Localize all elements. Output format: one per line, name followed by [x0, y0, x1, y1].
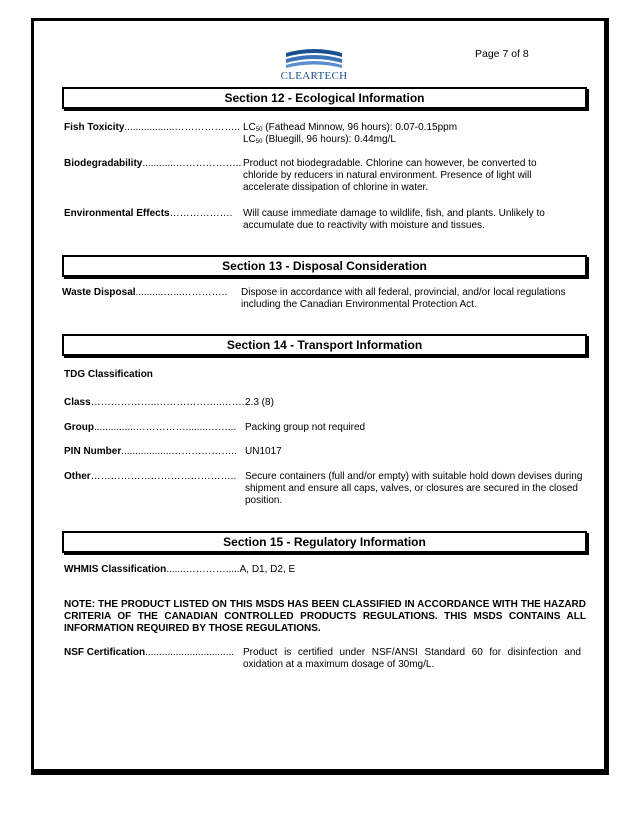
group-label: Group [64, 422, 94, 433]
fish-toxicity-leader: ..................……………….. [124, 122, 240, 133]
other-leader: …………………………………….. [90, 471, 237, 482]
classification-note: NOTE: THE PRODUCT LISTED ON THIS MSDS HAS BEEN CLASSIFIED IN ACCORDANCE WITH THE HAZARD CRITERIA OF THE CANADIAN CONTROLLED PRODUCTS REGULATIONS. THIS MSDS CONTAINS ALL INFORMATION REQUIRED BY THOSE REGULATIONS. [64, 599, 586, 634]
section-14-heading: Section 14 - Transport Information [62, 334, 587, 356]
lc-prefix: LC [243, 122, 256, 133]
section-13-heading: Section 13 - Disposal Consideration [62, 255, 587, 277]
biodegradability-label: Biodegradability [64, 158, 143, 169]
class-value: 2.3 (8) [245, 397, 274, 408]
pin-number-leader: ..................……………….. [121, 446, 237, 457]
nsf-certification-value: Product is certified under NSF/ANSI Standard 60 for disinfection and oxidation at a maximum dosage of 30mg/L. [243, 647, 581, 670]
biodegradability-value: Product not biodegradable. Chlorine can however, be converted to chloride by reducers in natural environment. Presence of light will accelerate dissipation of chlorine in water. [243, 158, 537, 193]
other-value: Secure containers (full and/or empty) with suitable hold down devises during shipment and ensure all caps, valves, or closures are secured in the closed position. [245, 471, 583, 506]
nsf-certification-label: NSF Certification [64, 647, 146, 658]
environmental-effects-leader: ………………. [169, 208, 233, 219]
fish-toxicity-line1: (Fathead Minnow, 96 hours): 0.07-0.15ppm [262, 122, 458, 133]
page-number: Page 7 of 8 [475, 48, 529, 60]
other-label: Other [64, 471, 91, 482]
pin-number-value: UN1017 [245, 446, 282, 457]
section-12-heading: Section 12 - Ecological Information [62, 87, 587, 109]
nsf-certification-leader: ................................ [145, 647, 235, 658]
tdg-classification-heading: TDG Classification [64, 369, 153, 380]
lc-prefix-2: LC [243, 134, 256, 145]
whmis-leader: .......…………..... [166, 564, 240, 575]
group-leader: ...............……………........……... [94, 422, 237, 433]
environmental-effects-value: Will cause immediate damage to wildlife, fish, and plants. Unlikely to accumulate due to reactivity with moisture and tissues. [243, 208, 545, 231]
waste-disposal-label: Waste Disposal [62, 287, 136, 298]
fish-toxicity-line2: (Bluegill, 96 hours): 0.44mg/L [262, 134, 396, 145]
whmis-label: WHMIS Classification [64, 564, 167, 575]
logo-wordmark: CLEARTECH [280, 70, 348, 82]
group-value: Packing group not required [245, 422, 366, 433]
environmental-effects-label: Environmental Effects [64, 208, 170, 219]
lc-subscript: 50 [255, 127, 263, 133]
biodegradability-leader: ............……………….. [142, 158, 242, 169]
pin-number-label: PIN Number [64, 446, 122, 457]
waste-disposal-leader: ..........…...………….. [135, 287, 228, 298]
class-label: Class [64, 397, 91, 408]
waste-disposal-value: Dispose in accordance with all federal, provincial, and/or local regulations including the Canadian Environmental Protection Act. [241, 287, 566, 310]
fish-toxicity-label: Fish Toxicity [64, 122, 125, 133]
class-leader: ………………..………………..…….. [90, 397, 248, 408]
fish-toxicity-value [243, 122, 588, 146]
lc-subscript-2: 50 [255, 139, 263, 145]
section-15-heading: Section 15 - Regulatory Information [62, 531, 587, 553]
whmis-value: A, D1, D2, E [239, 564, 296, 575]
